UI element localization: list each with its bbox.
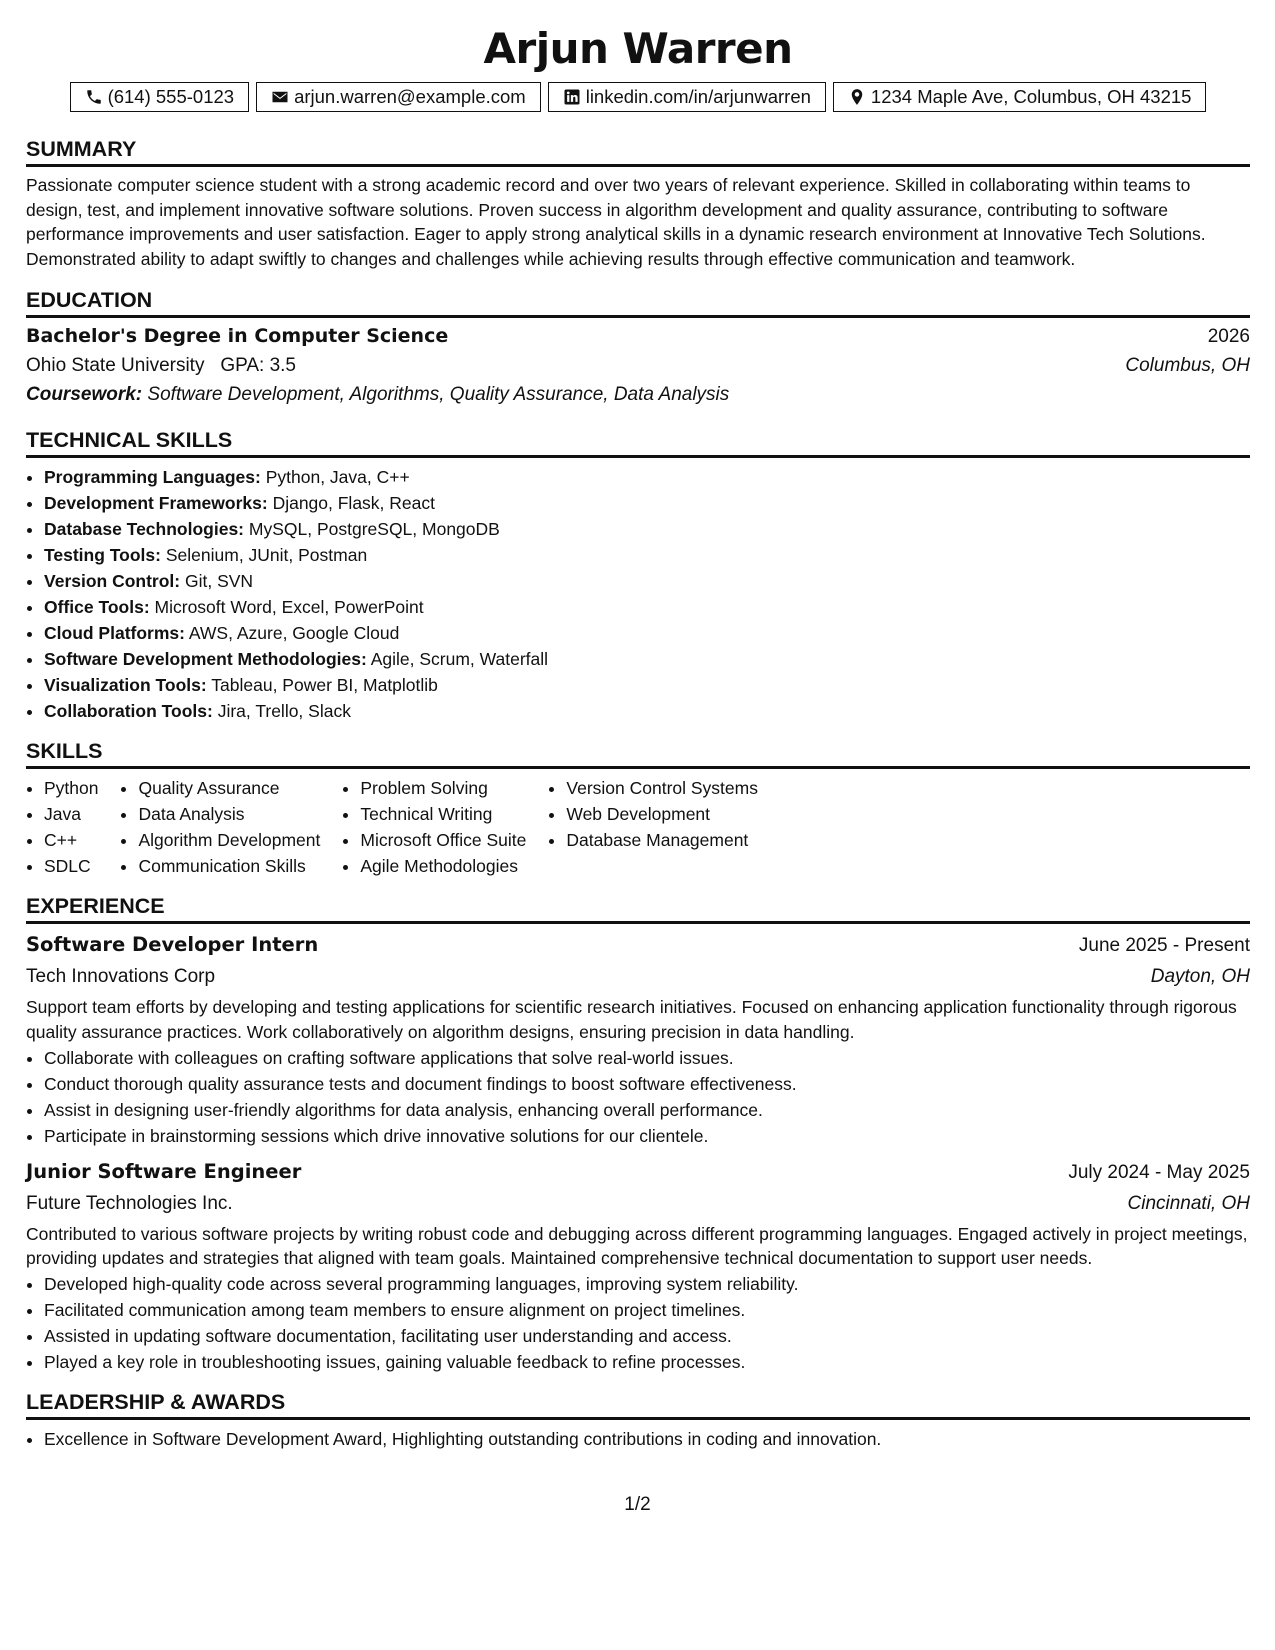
skill-value: Microsoft Word, Excel, PowerPoint bbox=[154, 597, 424, 618]
list-item: • Collaborate with colleagues on crafting software applications that solve real-world issues. bbox=[44, 1045, 1250, 1071]
list-item bbox=[44, 568, 1250, 594]
list-item: • Quality Assurance bbox=[138, 775, 320, 801]
list-item: • Microsoft Office Suite bbox=[360, 827, 526, 853]
map-marker-icon bbox=[848, 88, 866, 106]
list-item: • Assist in designing user-friendly algorithms for data analysis, enhancing overall performance. bbox=[44, 1097, 1250, 1123]
skills-column-3 bbox=[342, 775, 526, 879]
skills-column-2 bbox=[120, 775, 320, 879]
technical-skills-list bbox=[26, 464, 1250, 724]
skills-section bbox=[26, 724, 1250, 879]
list-item: • Developed high-quality code across several programming languages, improving system reliability. bbox=[44, 1271, 1250, 1297]
skills-column-1 bbox=[26, 775, 98, 879]
section-title: SUMMARY bbox=[26, 122, 1250, 167]
skills-grid bbox=[26, 775, 1250, 879]
summary-section bbox=[26, 122, 1250, 271]
technical-skills-section bbox=[26, 409, 1250, 724]
school-name: Ohio State University bbox=[26, 355, 205, 377]
skill-value: Django, Flask, React bbox=[272, 493, 435, 514]
list-item: • Participate in brainstorming sessions which drive innovative solutions for our clientele. bbox=[44, 1123, 1250, 1149]
job-title: Software Developer Intern bbox=[26, 933, 319, 957]
skills-column-4 bbox=[548, 775, 758, 879]
resume-page bbox=[26, 0, 1250, 1452]
list-item: • C++ bbox=[44, 827, 98, 853]
list-item bbox=[44, 646, 1250, 672]
list-item bbox=[44, 464, 1250, 490]
skill-label: Development Frameworks: bbox=[44, 493, 268, 514]
candidate-name: Arjun Warren bbox=[483, 24, 793, 73]
job-description: Support team efforts by developing and testing applications for scientific research initiatives. Focused on enhancing application functionality through rigorous quality assurance practices. Work collaboratively on algorithm designs, ensuring precision in data handling. bbox=[26, 997, 1237, 1042]
contact-linkedin[interactable] bbox=[548, 82, 826, 112]
skill-label: Programming Languages: bbox=[44, 467, 261, 488]
section-title: TECHNICAL SKILLS bbox=[26, 409, 1250, 458]
job-location: Cincinnati, OH bbox=[1127, 1192, 1250, 1214]
job-bullets bbox=[26, 1271, 1250, 1375]
section-title: EXPERIENCE bbox=[26, 879, 1250, 924]
education-degree-row bbox=[26, 322, 1250, 351]
section-title: EDUCATION bbox=[26, 271, 1250, 318]
skill-value: MySQL, PostgreSQL, MongoDB bbox=[248, 519, 500, 540]
linkedin-icon bbox=[563, 88, 581, 106]
skill-value: Selenium, JUnit, Postman bbox=[165, 545, 368, 566]
job-entry bbox=[26, 1157, 1250, 1375]
job-location: Dayton, OH bbox=[1150, 966, 1250, 988]
list-item: • Agile Methodologies bbox=[360, 853, 526, 879]
job-title: Junior Software Engineer bbox=[26, 1159, 302, 1183]
leadership-section bbox=[26, 1375, 1250, 1452]
list-item: • Data Analysis bbox=[138, 801, 320, 827]
phone-icon bbox=[85, 88, 103, 106]
skill-label: Version Control: bbox=[44, 571, 181, 592]
job-description: Contributed to various software projects by writing robust code and debugging across different programming languages. Engaged actively in project meetings, providing updates and strategies that aligned with team goals. Maintained comprehensive technical documentation to support user needs. bbox=[26, 1223, 1248, 1269]
contact-email[interactable] bbox=[256, 82, 541, 112]
list-item bbox=[44, 698, 1250, 724]
skill-label: Visualization Tools: bbox=[44, 675, 207, 696]
job-dates: June 2025 - Present bbox=[1078, 935, 1250, 957]
list-item: • Excellence in Software Development Award, Highlighting outstanding contributions in coding and innovation. bbox=[44, 1426, 1250, 1452]
skill-label: Collaboration Tools: bbox=[44, 701, 213, 722]
skill-value: Agile, Scrum, Waterfall bbox=[370, 649, 549, 670]
envelope-icon bbox=[271, 88, 289, 106]
education-section bbox=[26, 271, 1250, 409]
job-entry bbox=[26, 930, 1250, 1148]
list-item bbox=[44, 490, 1250, 516]
section-title: LEADERSHIP & AWARDS bbox=[26, 1375, 1250, 1420]
company-name: Future Technologies Inc. bbox=[26, 1192, 233, 1214]
school-info bbox=[26, 351, 296, 380]
list-item: • Python bbox=[44, 775, 98, 801]
list-item: • Algorithm Development bbox=[138, 827, 320, 853]
job-dates: July 2024 - May 2025 bbox=[1068, 1161, 1250, 1183]
skill-value: Git, SVN bbox=[185, 571, 254, 592]
list-item bbox=[44, 672, 1250, 698]
list-item: • Java bbox=[44, 801, 98, 827]
school-location: Columbus, OH bbox=[1125, 355, 1250, 377]
graduation-year: 2026 bbox=[1207, 326, 1250, 348]
list-item: • Assisted in updating software documentation, facilitating user understanding and access. bbox=[44, 1323, 1250, 1349]
contact-email-text: arjun.warren@example.com bbox=[294, 86, 526, 107]
list-item: • Communication Skills bbox=[138, 853, 320, 879]
gpa: GPA: 3.5 bbox=[220, 355, 296, 377]
job-title-row bbox=[26, 930, 1250, 960]
summary-text: Passionate computer science student with a strong academic record and over two years of relevant experience. Skilled in collaborating within teams to design, test, and implement innovative software solutions. Proven success in algorithm development and quality assurance, contributing to software performance improvements and user satisfaction. Eager to apply strong analytical skills in a dynamic research environment at Innovative Tech Solutions. Demonstrated ability to adapt swiftly to changes and challenges while achieving results through effective communication and teamwork. bbox=[26, 175, 1206, 269]
list-item: • Facilitated communication among team members to ensure alignment on project timelines. bbox=[44, 1297, 1250, 1323]
page-number: 1/2 bbox=[624, 1494, 651, 1515]
skill-value: Tableau, Power BI, Matplotlib bbox=[211, 675, 438, 696]
skill-value: Jira, Trello, Slack bbox=[217, 701, 351, 722]
company-name: Tech Innovations Corp bbox=[26, 966, 216, 988]
education-school-row bbox=[26, 351, 1250, 380]
skill-label: Database Technologies: bbox=[44, 519, 245, 540]
list-item bbox=[44, 594, 1250, 620]
list-item: • Conduct thorough quality assurance tests and document findings to boost software effectiveness. bbox=[44, 1071, 1250, 1097]
list-item: • Version Control Systems bbox=[566, 775, 758, 801]
skill-label: Testing Tools: bbox=[44, 545, 161, 566]
job-company-row bbox=[26, 962, 1250, 991]
contact-linkedin-text: linkedin.com/in/arjunwarren bbox=[585, 86, 811, 107]
job-bullets bbox=[26, 1045, 1250, 1149]
contact-phone[interactable] bbox=[70, 82, 250, 112]
contact-address[interactable] bbox=[833, 82, 1207, 112]
contact-address-text: 1234 Maple Ave, Columbus, OH 43215 bbox=[870, 86, 1192, 107]
experience-section bbox=[26, 879, 1250, 1374]
list-item: • Web Development bbox=[566, 801, 758, 827]
section-title: SKILLS bbox=[26, 724, 1250, 769]
skill-value: AWS, Azure, Google Cloud bbox=[188, 623, 400, 644]
job-title-row bbox=[26, 1157, 1250, 1187]
contact-bar bbox=[26, 82, 1250, 112]
skill-value: Python, Java, C++ bbox=[265, 467, 410, 488]
skill-label: Software Development Methodologies: bbox=[44, 649, 367, 670]
list-item bbox=[44, 516, 1250, 542]
coursework-list: Software Development, Algorithms, Quality Assurance, Data Analysis bbox=[147, 384, 730, 406]
list-item: • Problem Solving bbox=[360, 775, 526, 801]
list-item: • Database Management bbox=[566, 827, 758, 853]
list-item: • Technical Writing bbox=[360, 801, 526, 827]
skill-label: Office Tools: bbox=[44, 597, 150, 618]
list-item: • Played a key role in troubleshooting issues, gaining valuable feedback to refine processes. bbox=[44, 1349, 1250, 1375]
skill-label: Cloud Platforms: bbox=[44, 623, 185, 644]
coursework bbox=[26, 380, 1250, 409]
list-item: • SDLC bbox=[44, 853, 98, 879]
degree-name: Bachelor's Degree in Computer Science bbox=[26, 325, 449, 348]
contact-phone-text: (614) 555-0123 bbox=[107, 86, 235, 107]
job-company-row bbox=[26, 1189, 1250, 1218]
list-item bbox=[44, 542, 1250, 568]
coursework-label: Coursework: bbox=[26, 384, 143, 406]
leadership-list bbox=[26, 1426, 1250, 1452]
list-item bbox=[44, 620, 1250, 646]
